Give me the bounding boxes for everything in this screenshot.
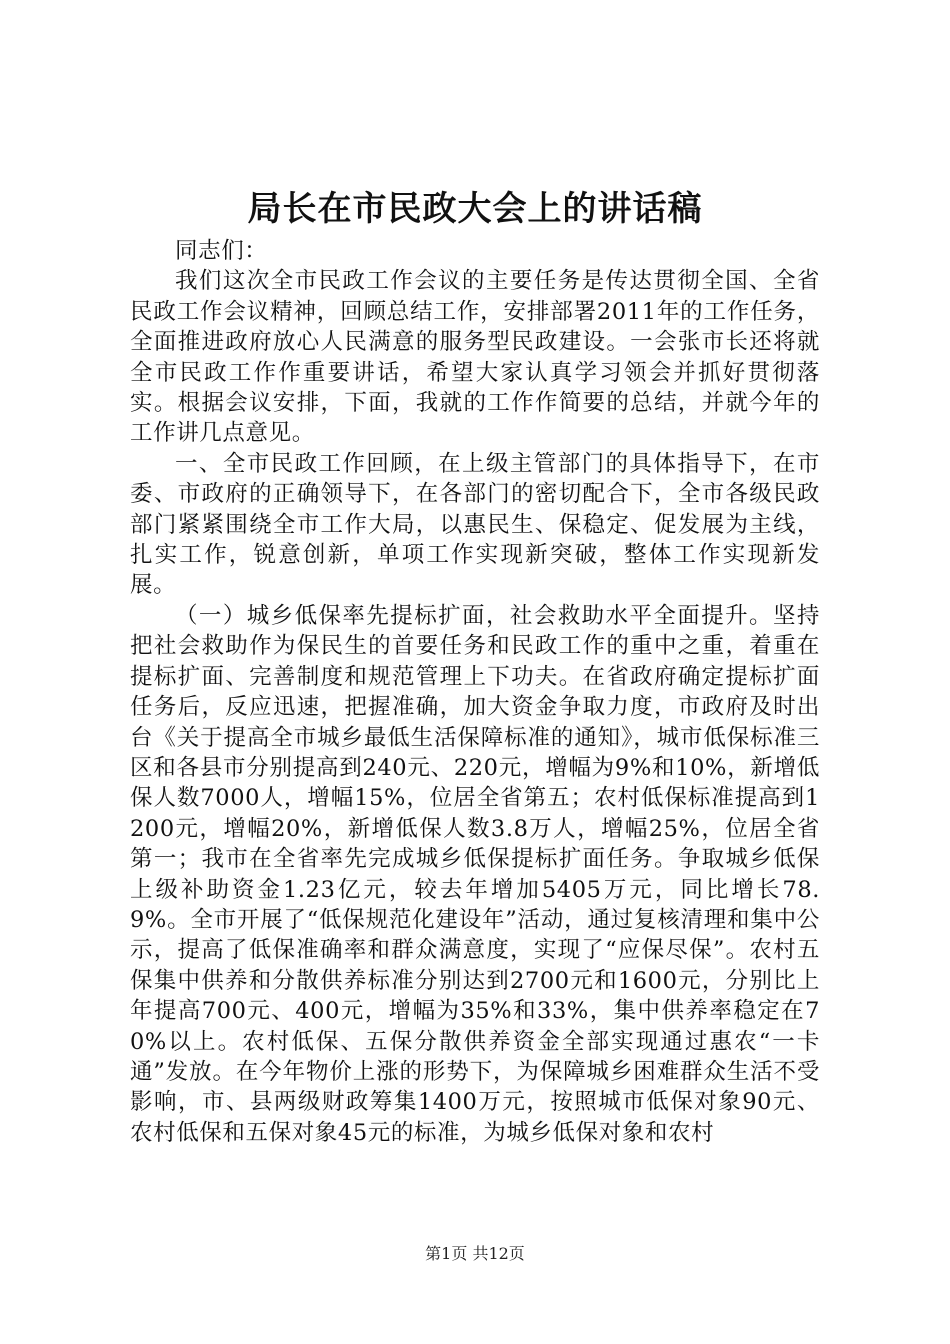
salutation-paragraph: 同志们： — [175, 238, 268, 264]
document-body — [130, 236, 820, 1148]
body-paragraph: （一）城乡低保率先提标扩面，社会救助水平全面提升。坚持把社会救助作为保民生的首要任务和民政工作的重中之重，着重在提标扩面、完善制度和规范管理上下功夫。在省政府确定提标扩面任务后，反应迅速，把握准确，加大资金争取力度，市政府及时出台《关于提高全市城乡最低生活保障标准的通知》，城市低保标准三区和各县市分别提高到240元、220元，增幅为9%和10%，新增低保人数7000人，增幅15%，位居全省第五；农村低保标准提高到1200元，增幅20%，新增低保人数3.8万人，增幅25%，位居全省第一；我市在全省率先完成城乡低保提标扩面任务。争取城乡低保上级补助资金1.23亿元，较去年增加5405万元，同比增长78.9%。全市开展了“低保规范化建设年”活动，通过复核清理和集中公示，提高了低保准确率和群众满意度，实现了“应保尽保”。农村五保集中供养和分散供养标准分别达到2700元和1600元，分别比上年提高700元、400元，增幅为35%和33%，集中供养率稳定在70%以上。农村低保、五保分散供养资金全部实现通过惠农“一卡通”发放。在今年物价上涨的形势下，为保障城乡困难群众生活不受影响，市、县两级财政筹集1400万元，按照城市低保对象90元、农村低保和五保对象45元的标准，为城乡低保对象和农村 — [130, 602, 820, 1146]
body-paragraph: 一、全市民政工作回顾，在上级主管部门的具体指导下，在市委、市政府的正确领导下，在各部门的密切配合下，全市各级民政部门紧紧围绕全市工作大局，以惠民生、保稳定、促发展为主线，扎实工作，锐意创新，单项工作实现新突破，整体工作实现新发展。 — [130, 450, 820, 599]
page-footer: 第1页 共12页 — [425, 1244, 525, 1263]
document-title: 局长在市民政大会上的讲话稿 — [247, 189, 703, 229]
body-paragraph: 我们这次全市民政工作会议的主要任务是传达贯彻全国、全省民政工作会议精神，回顾总结工作，安排部署2011年的工作任务，全面推进政府放心人民满意的服务型民政建设。一会张市长还将就全市民政工作作重要讲话，希望大家认真学习领会并抓好贯彻落实。根据会议安排，下面，我就的工作作简要的总结，并就今年的工作讲几点意见。 — [130, 268, 820, 447]
